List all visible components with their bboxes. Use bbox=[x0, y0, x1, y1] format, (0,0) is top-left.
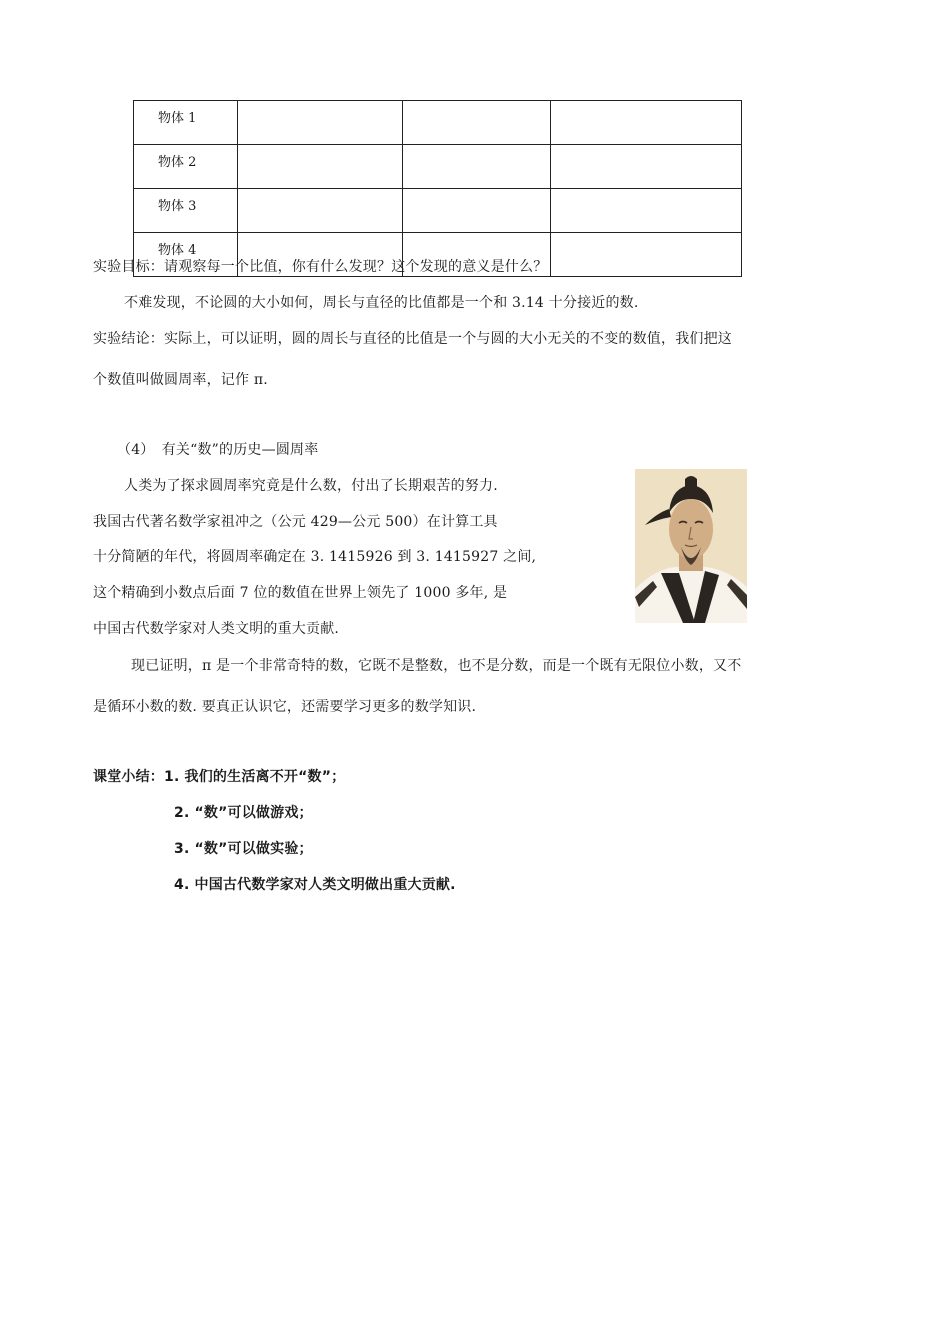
table-cell bbox=[238, 189, 403, 233]
table-cell bbox=[403, 189, 550, 233]
table-cell bbox=[238, 101, 403, 145]
objects-table bbox=[133, 100, 742, 277]
history-heading: （4） 有关“数”的历史—圆周率 bbox=[117, 442, 319, 458]
table-cell-label: 物体 3 bbox=[134, 189, 238, 233]
table-cell-label: 物体 2 bbox=[134, 145, 238, 189]
history-line: 这个精确到小数点后面 7 位的数值在世界上领先了 1000 多年, 是 bbox=[93, 585, 508, 601]
experiment-goal: 实验目标：请观察每一个比值，你有什么发现？这个发现的意义是什么？ bbox=[93, 259, 548, 275]
zu-chongzhi-portrait-image bbox=[635, 469, 747, 623]
table-cell bbox=[550, 101, 741, 145]
history-line: 中国古代数学家对人类文明的重大贡献. bbox=[93, 621, 340, 637]
summary-item: 3. “数”可以做实验； bbox=[174, 841, 313, 857]
summary-item: 4. 中国古代数学家对人类文明做出重大贡献. bbox=[174, 877, 456, 893]
table-row bbox=[134, 189, 742, 233]
table-cell-label: 物体 4 bbox=[134, 233, 238, 277]
table-cell bbox=[403, 145, 550, 189]
experiment-finding: 不难发现，不论圆的大小如何，周长与直径的比值都是一个和 3.14 十分接近的数. bbox=[124, 295, 639, 311]
proof-line2: 是循环小数的数. 要真正认识它，还需要学习更多的数学知识. bbox=[93, 699, 477, 715]
experiment-conclusion-line2: 个数值叫做圆周率，记作 π. bbox=[93, 372, 268, 388]
summary-item: 2. “数”可以做游戏； bbox=[174, 805, 313, 821]
table-cell-label: 物体 1 bbox=[134, 101, 238, 145]
table-cell bbox=[550, 233, 741, 277]
table-row bbox=[134, 145, 742, 189]
table-row bbox=[134, 101, 742, 145]
table-cell bbox=[403, 101, 550, 145]
summary-title: 课堂小结：1. 我们的生活离不开“数”； bbox=[93, 769, 346, 785]
history-line: 十分简陋的年代，将圆周率确定在 3. 1415926 到 3. 1415927 之间, bbox=[93, 549, 537, 565]
history-line: 人类为了探求圆周率究竟是什么数，付出了长期艰苦的努力. bbox=[124, 478, 498, 494]
table-cell bbox=[550, 145, 741, 189]
history-line: 我国古代著名数学家祖冲之（公元 429—公元 500）在计算工具 bbox=[93, 514, 498, 530]
proof-line1: 现已证明，π 是一个非常奇特的数，它既不是整数，也不是分数，而是一个既有无限位小数，又不 bbox=[131, 658, 742, 674]
table-cell bbox=[238, 145, 403, 189]
experiment-conclusion-line1: 实验结论：实际上，可以证明，圆的周长与直径的比值是一个与圆的大小无关的不变的数值，我们把这 bbox=[93, 331, 732, 347]
table-cell bbox=[550, 189, 741, 233]
